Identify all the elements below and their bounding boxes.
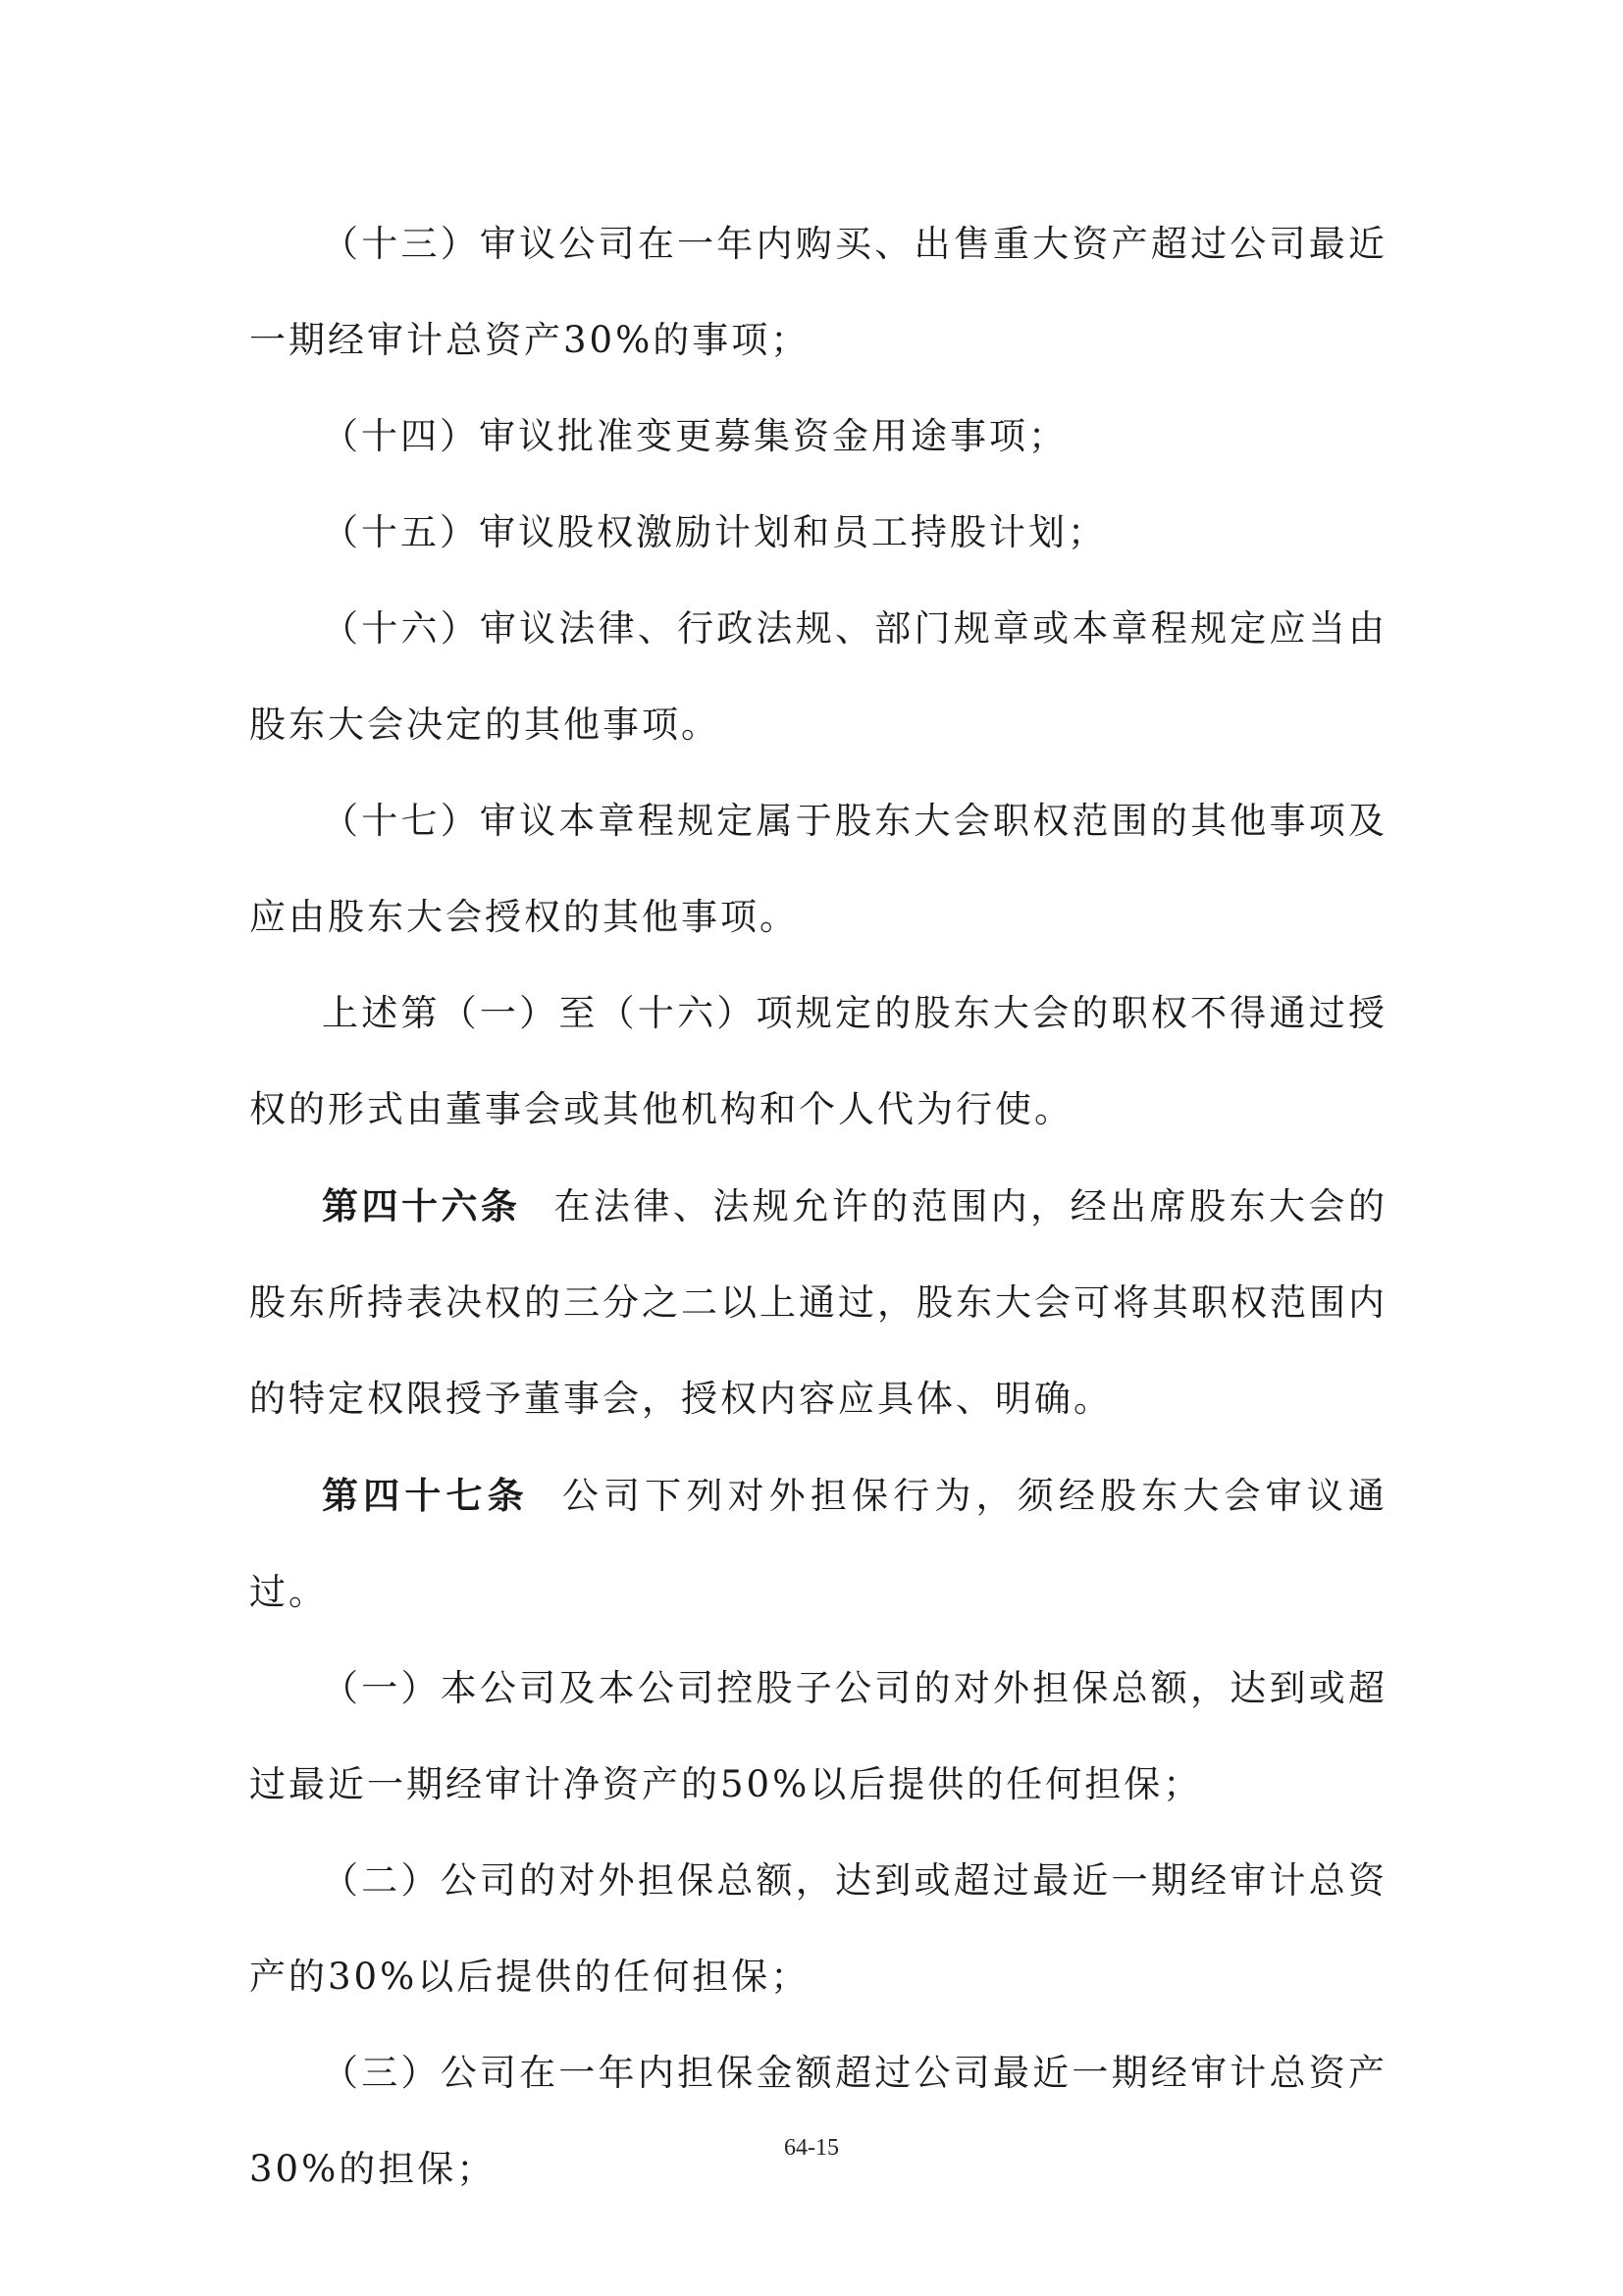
article-46-heading: 第四十六条	[322, 1184, 521, 1227]
article-47-text: 公司下列对外担保行为，须经股东大会审议通过。	[249, 1475, 1388, 1613]
guarantee-item-1: （一）本公司及本公司控股子公司的对外担保总额，达到或超过最近一期经审计净资产的50%以后提供的任何担保；	[249, 1667, 1387, 1805]
guarantee-item-3: （三）公司在一年内担保金额超过公司最近一期经审计总资产30%的担保；	[249, 2052, 1387, 2190]
paragraph-17: （十七）审议本章程规定属于股东大会职权范围的其他事项及应由股东大会授权的其他事项。	[249, 800, 1387, 938]
paragraph-16: （十六）审议法律、行政法规、部门规章或本章程规定应当由股东大会决定的其他事项。	[249, 607, 1387, 746]
paragraph-13: （十三）审议公司在一年内购买、出售重大资产超过公司最近一期经审计总资产30%的事项；	[249, 223, 1387, 361]
paragraph-14: （十四）审议批准变更募集资金用途事项；	[322, 415, 1068, 457]
paragraph-delegation-note: 上述第（一）至（十六）项规定的股东大会的职权不得通过授权的形式由董事会或其他机构和个人代为行使。	[249, 992, 1387, 1130]
page-number: 64-15	[784, 2135, 839, 2161]
paragraph-15: （十五）审议股权激励计划和员工持股计划；	[322, 511, 1107, 553]
document-body	[249, 196, 1387, 2218]
guarantee-item-2: （二）公司的对外担保总额，达到或超过最近一期经审计总资产的30%以后提供的任何担保；	[249, 1859, 1387, 1998]
article-47-heading: 第四十七条	[322, 1474, 529, 1517]
article-46	[249, 1158, 1387, 1447]
article-46-text: 在法律、法规允许的范围内，经出席股东大会的股东所持表决权的三分之二以上通过，股东大会可将其职权范围内的特定权限授予董事会，授权内容应具体、明确。	[249, 1185, 1388, 1420]
article-47	[249, 1447, 1387, 1641]
